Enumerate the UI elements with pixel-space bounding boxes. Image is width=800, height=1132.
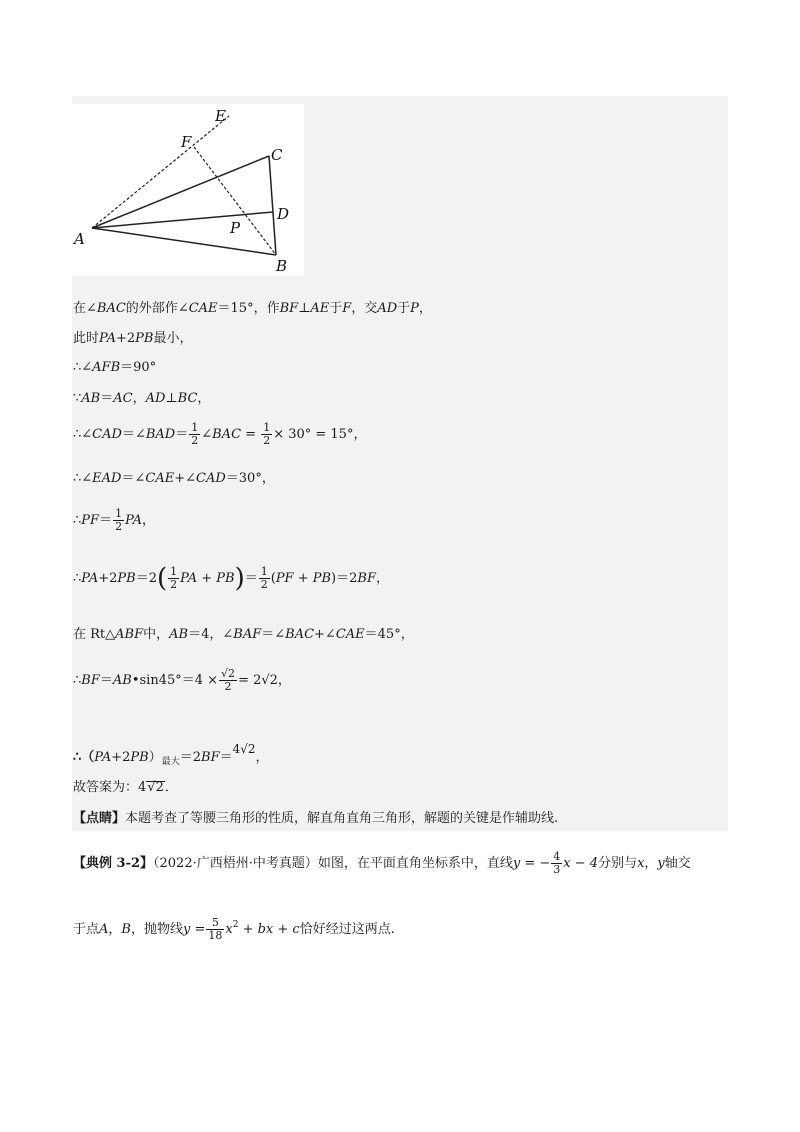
text: ， <box>255 750 269 765</box>
triangle: ABF <box>115 627 144 642</box>
segment-fb-dashed <box>194 147 276 255</box>
numerator: 4 <box>553 850 561 863</box>
segment: PB <box>130 750 149 765</box>
text: ＝∠ <box>121 427 146 442</box>
math: × 30° = 15° <box>273 427 354 442</box>
text: ∴（ <box>73 750 95 765</box>
segment-ab <box>92 228 276 255</box>
solution-line-3 <box>73 359 156 377</box>
label-f: F <box>181 133 192 151</box>
segment: PA <box>125 513 143 528</box>
geometry-figure <box>72 104 304 276</box>
numerator: √2 <box>221 667 236 680</box>
fraction <box>113 508 124 533</box>
text: ＝2 <box>135 571 157 586</box>
symbol: ⊥ <box>165 391 178 406</box>
exponent: 2 <box>232 920 239 930</box>
text: ∴ <box>73 673 82 688</box>
symbol: ⊥ <box>298 301 311 316</box>
math: = 2√2 <box>238 673 278 688</box>
denominator: 2 <box>263 434 271 447</box>
text: ∴ <box>73 513 82 528</box>
fraction <box>551 851 562 876</box>
text: ＝∠ <box>121 471 146 486</box>
denominator: 18 <box>208 929 223 942</box>
text: ， <box>418 301 432 316</box>
math: x − 4 <box>563 856 599 871</box>
text: ＝ <box>244 571 258 586</box>
text: ， <box>644 856 658 871</box>
text: ＝30°， <box>225 471 275 486</box>
text: ， <box>353 427 367 442</box>
denominator: 2 <box>260 578 268 591</box>
angle: ∠CAE <box>177 301 218 316</box>
text: ， <box>197 391 211 406</box>
text: +∠ <box>174 471 197 486</box>
math: ∠BAC = <box>201 427 261 442</box>
solution-line-8 <box>73 563 389 594</box>
text: ＝90° <box>120 360 157 375</box>
segment: BF <box>81 673 100 688</box>
text: 在 <box>73 301 87 316</box>
segment: BF <box>279 301 299 316</box>
numerator: 1 <box>170 565 178 578</box>
solution-line-2 <box>73 330 192 348</box>
text: 轴交 <box>664 856 691 871</box>
angle: CAD <box>196 471 226 486</box>
right-paren: ) <box>331 571 337 586</box>
angle: BAC <box>285 627 315 642</box>
label-a: A <box>74 230 85 248</box>
text: ＝ <box>219 750 233 765</box>
denominator: 2 <box>170 578 178 591</box>
denominator: 2 <box>224 680 232 693</box>
text: 中， <box>143 627 170 642</box>
denominator: 2 <box>115 520 123 533</box>
angle: ∠BAC <box>86 301 126 316</box>
label-c: C <box>271 146 283 164</box>
text: ＝ <box>175 427 189 442</box>
segment: BF <box>201 750 220 765</box>
solution-line-10 <box>73 668 291 693</box>
fraction <box>168 566 179 591</box>
angle: BAF <box>233 627 262 642</box>
text: ＝45°， <box>364 627 414 642</box>
segment: AB <box>81 391 101 406</box>
segment: AB <box>169 627 189 642</box>
text: 恰好经过这两点. <box>299 922 395 937</box>
text: ＝15°，作 <box>217 301 280 316</box>
text: 于 <box>329 301 343 316</box>
text: ， <box>375 571 389 586</box>
segment-ae-dashed <box>92 116 229 228</box>
example-line-1 <box>73 851 691 876</box>
text: 最小， <box>153 331 193 346</box>
text: ∴∠ <box>73 471 93 486</box>
segment: PF <box>81 513 100 528</box>
segment: AE <box>310 301 330 316</box>
math: x <box>225 922 233 937</box>
text: ， <box>108 922 122 937</box>
text: ） <box>148 750 162 765</box>
text: ， <box>142 513 156 528</box>
segment-ad <box>92 212 273 228</box>
angle: AFB <box>92 360 121 375</box>
text: ＝4，∠ <box>188 627 234 642</box>
angle: CAE <box>145 471 175 486</box>
numerator: 1 <box>191 421 199 434</box>
left-paren: ( <box>157 563 168 594</box>
triangle-diagram <box>72 104 304 276</box>
text: ＝ <box>99 513 113 528</box>
comment-line <box>73 810 558 828</box>
text: ， <box>277 673 291 688</box>
math: y = <box>183 922 206 937</box>
comment-label: 【点睛】 <box>73 811 126 826</box>
segment: AB <box>112 673 132 688</box>
solution-line-11 <box>73 740 269 771</box>
text: ＝2 <box>336 571 358 586</box>
segment: BF <box>357 571 376 586</box>
math: PA + PB <box>180 571 235 586</box>
segment: PB <box>117 571 136 586</box>
solution-line-7 <box>73 508 155 533</box>
label-b: B <box>276 257 288 275</box>
solution-line-5 <box>73 422 366 447</box>
text: 在 Rt△ <box>73 627 116 642</box>
text: 于 <box>397 301 411 316</box>
solution-line-4 <box>73 390 210 408</box>
numerator: 1 <box>260 565 268 578</box>
segment: AD <box>145 391 166 406</box>
left-paren: ( <box>270 571 276 586</box>
label-d: D <box>277 205 290 223</box>
angle: EAD <box>92 471 122 486</box>
angle: CAE <box>335 627 365 642</box>
numerator: 1 <box>115 507 123 520</box>
text: 此时 <box>73 331 100 346</box>
comment-text: 本题考查了等腰三角形的性质，解直角直角三角形，解题的关键是作辅助线. <box>125 811 559 826</box>
text: ， <box>132 391 146 406</box>
text: ＝2 <box>179 750 202 765</box>
segment: PB <box>135 331 154 346</box>
segment: PA <box>99 331 116 346</box>
fraction <box>189 422 200 447</box>
fraction <box>261 422 272 447</box>
math: PF + PB <box>275 571 332 586</box>
text: +∠ <box>314 627 336 642</box>
point: A <box>99 922 109 937</box>
angle: CAD <box>92 427 122 442</box>
solution-line-1 <box>73 300 432 318</box>
text: ∴∠ <box>73 427 93 442</box>
fraction <box>259 566 270 591</box>
point: B <box>121 922 131 937</box>
math: 4√2 <box>232 742 256 756</box>
angle: BAD <box>145 427 176 442</box>
text: ∴∠ <box>73 360 93 375</box>
text: •sin45°＝4 × <box>131 673 219 688</box>
segment: PA <box>81 571 99 586</box>
text: ＝ <box>99 673 113 688</box>
segment: BC <box>177 391 198 406</box>
text: ，交 <box>351 301 378 316</box>
right-paren: ) <box>234 563 245 594</box>
fraction <box>206 917 224 942</box>
text: （2022·广西梧州·中考真题）如图，在平面直角坐标系中，直线 <box>153 856 513 871</box>
text: 的外部作 <box>125 301 178 316</box>
label-p: P <box>230 219 241 237</box>
text: ＝∠ <box>261 627 286 642</box>
text: 于点 <box>73 922 100 937</box>
denominator: 3 <box>553 863 561 876</box>
segment-ac <box>92 156 269 228</box>
text: ∵ <box>73 391 82 406</box>
text: ＝ <box>100 391 114 406</box>
segment-cb <box>269 156 276 255</box>
point: F <box>342 301 352 316</box>
math: + bx + c <box>238 922 300 937</box>
text: +2 <box>98 571 118 586</box>
text: ，抛物线 <box>130 922 183 937</box>
segment: AD <box>377 301 398 316</box>
denominator: 2 <box>191 434 199 447</box>
segment: PA <box>94 750 112 765</box>
segment: AC <box>113 391 133 406</box>
solution-line-9 <box>73 626 414 644</box>
math: y = − <box>512 856 551 871</box>
solution-line-6 <box>73 470 275 488</box>
example-line-2 <box>73 916 395 942</box>
label-e: E <box>215 107 226 125</box>
text: +2 <box>115 331 136 346</box>
text: 故答案为：4 <box>73 780 147 795</box>
text: 分别与 <box>598 856 638 871</box>
axis: x <box>637 856 645 871</box>
math: √2 <box>147 780 164 795</box>
text: ． <box>164 780 178 795</box>
example-label: 【典例 3-2】 <box>73 856 154 871</box>
numerator: 1 <box>263 421 271 434</box>
text: ∴ <box>73 571 82 586</box>
axis: y <box>657 856 665 871</box>
subscript: 最大 <box>161 757 180 767</box>
solution-line-12 <box>73 779 178 797</box>
text: +2 <box>111 750 131 765</box>
point: P <box>410 301 419 316</box>
numerator: 5 <box>206 917 224 930</box>
fraction <box>219 668 237 693</box>
